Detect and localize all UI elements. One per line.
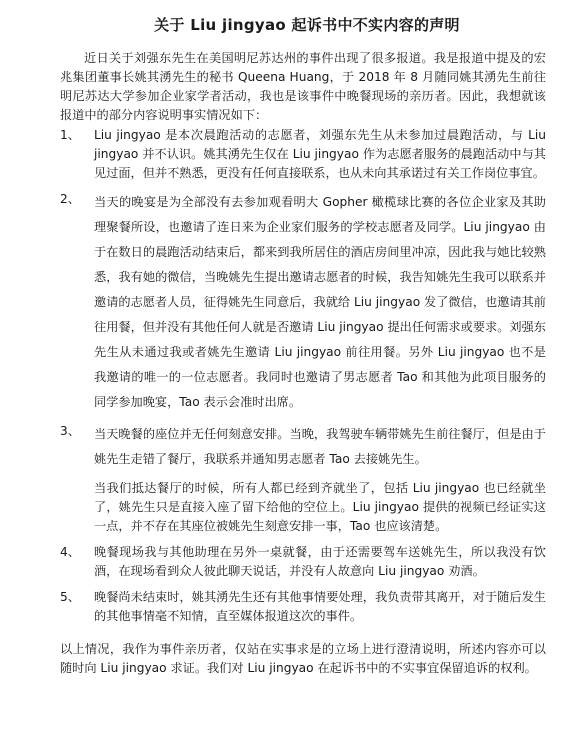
closing-paragraph: 以上情况，我作为事件亲历者，仅站在实事求是的立场上进行澄清说明，所述内容亦可以随时向 Liu jingyao 求证。我们对 Liu jingyao 在起诉书中的不实事宜保留追诉的权利。 (60, 642, 546, 675)
item-paragraph: 晚餐尚未结束时，姚其湧先生还有其他事情要处理，我负责带其离开，对于随后发生的其他事情毫不知情，直至媒体报道这次的事件。 (94, 590, 546, 623)
item-paragraph: 当天的晚宴是为全部没有去参加观看明大 Gopher 橄榄球比赛的各位企业家及其助理聚餐所设，也邀请了连日来为企业家们服务的学校志愿者及同学。Liu jingyao 由于在数日的晨跑活动结束后，都来到我所居住的酒店房间里冲凉，因此我与她比较熟悉，我有她的微信，当晚姚先生提出邀请志愿者的时候，我告知姚先生我可以联系并邀请的志愿者人员，征得姚先生同意后，我就给 Liu jingyao 发了微信，也邀请其前往用餐，但并没有其他任何人就是否邀请 Liu jingyao 提出任何需求或要求。刘强东先生从未通过我或者姚先生邀请 Liu jingyao 前往用餐。另外 Liu jingyao 也不是我邀请的唯一的一位志愿者。我同时也邀请了男志愿者 Tao 和其他为此项目服务的同学参加晚宴，Tao 表示会准时出席。 (94, 195, 546, 409)
list-item-2 (60, 190, 546, 415)
list-item-1 (60, 126, 546, 183)
list-item-3 (60, 422, 546, 536)
list-item-4 (60, 543, 546, 581)
item-number: 4、 (60, 545, 80, 559)
list-item-5 (60, 588, 546, 626)
item-paragraph: 晚餐现场我与其他助理在另外一桌就餐，由于还需要驾车送姚先生，所以我没有饮酒，在现场看到众人彼此聊天说话，并没有人故意向 Liu jingyao 劝酒。 (94, 545, 546, 578)
item-number: 3、 (60, 424, 80, 438)
item-paragraph: Liu jingyao 是本次晨跑活动的志愿者，刘强东先生从未参加过晨跑活动，与 Liu jingyao 并不认识。姚其湧先生仅在 Liu jingyao 作为志愿者服务的晨跑活动中与其见过面，但并不熟悉，更没有任何直接联系，也从未向其承诺过有关工作岗位事宜。 (94, 128, 546, 180)
document-title: 关于 Liu jingyao 起诉书中不实内容的声明 (154, 16, 460, 34)
item-number: 2、 (60, 192, 80, 206)
item-paragraph: 当天晚餐的座位并无任何刻意安排。当晚，我驾驶车辆带姚先生前往餐厅，但是由于姚先生走错了餐厅，我联系并通知男志愿者 Tao 去接姚先生。 (94, 427, 546, 466)
intro-paragraph: 近日关于刘强东先生在美国明尼苏达州的事件出现了很多报道。我是报道中提及的宏兆集团董事长姚其湧先生的秘书 Queena Huang，于 2018 年 8 月随同姚其湧先生前往明尼苏达大学参加企业家学者活动，我也是该事件中晚餐现场的亲历者。因此，我想就该报道中的部分内容说明事实情况如下： (60, 51, 546, 122)
item-number: 5、 (60, 590, 80, 604)
item-paragraph: 当我们抵达餐厅的时候，所有人都已经到齐就坐了，包括 Liu jingyao 也已经就坐了，姚先生只是直接入座了留下给他的空位上。Liu jingyao 提供的视频已经证实这一点，并不存在其座位被姚先生刻意安排一事，Tao 也应该清楚。 (94, 481, 546, 533)
item-number: 1、 (60, 128, 80, 142)
